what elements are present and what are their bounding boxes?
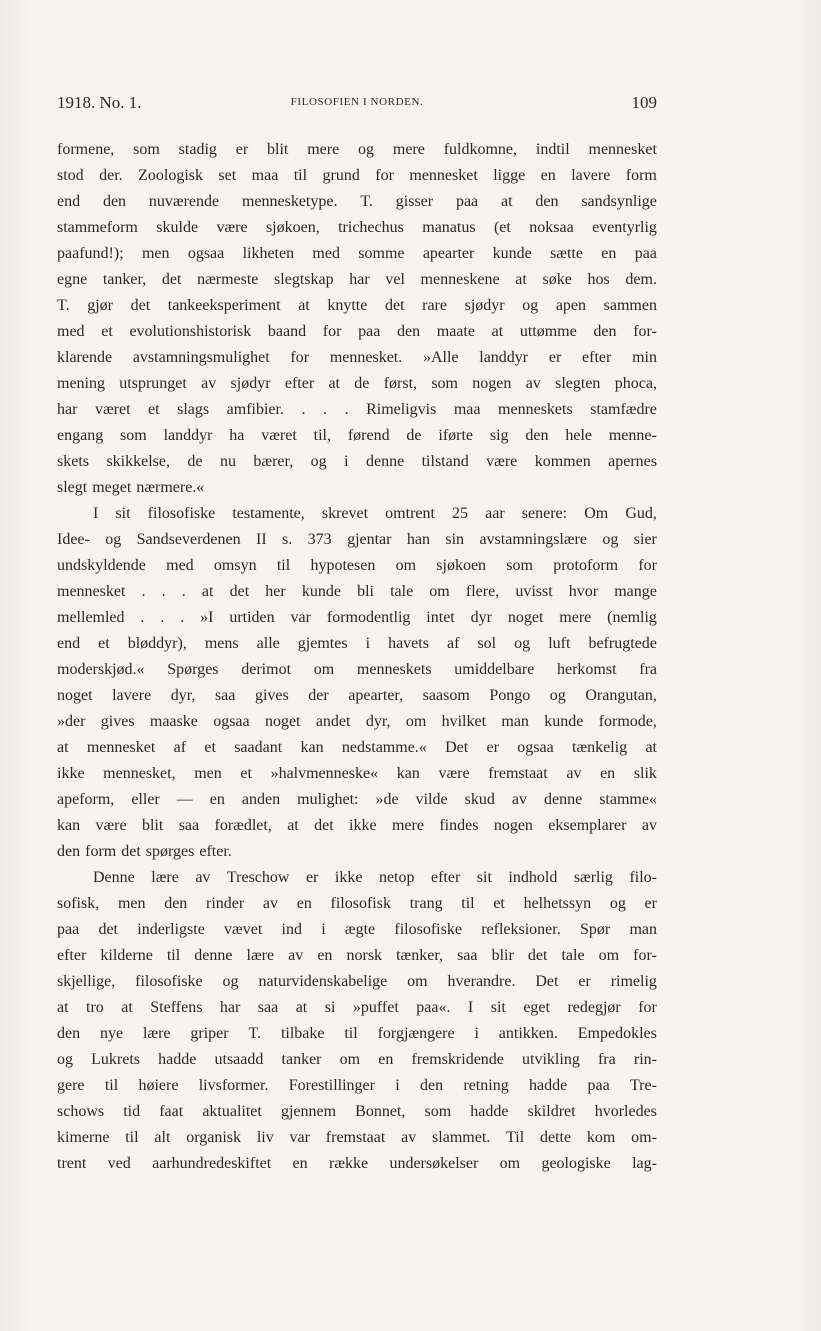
text-line: apeform, eller — en anden mulighet: »de vilde skud av denne stamme« — [57, 791, 657, 808]
text-line: sofisk, men den rinder av en filosofisk trang til et helhetssyn og er — [57, 895, 657, 912]
text-line: Idee- og Sandseverdenen II s. 373 gjentar han sin avstamningslære og sier — [57, 531, 657, 548]
text-line: stod der. Zoologisk set maa til grund for mennesket ligge en lavere form — [57, 167, 657, 184]
text-line: T. gjør det tankeeksperiment at knytte det rare sjødyr og apen sammen — [57, 297, 657, 314]
text-line: med et evolutionshistorisk baand for paa den maate at uttømme den for- — [57, 323, 657, 340]
text-line: ikke mennesket, men et »halvmenneske« kan være fremstaat av en slik — [57, 765, 657, 782]
text-line: har været et slags amfibier. . . . Rimeligvis maa menneskets stamfædre — [57, 401, 657, 418]
text-line: end den nuværende mennesketype. T. gisser paa at den sandsynlige — [57, 193, 657, 210]
text-line: gere til høiere livsformer. Forestillinger i den retning hadde paa Tre- — [57, 1077, 657, 1094]
text-line: noget lavere dyr, saa gives der apearter, saasom Pongo og Orangutan, — [57, 687, 657, 704]
volume-number: 1918. No. 1. — [57, 93, 142, 112]
text-line: moderskjød.« Spørges derimot om menneskets umiddelbare herkomst fra — [57, 661, 657, 678]
text-line: trent ved aarhundredeskiftet en række undersøkelser om geologiske lag- — [57, 1155, 657, 1172]
text-line: egne tanker, det nærmeste slegtskap har vel menneskene at søke hos dem. — [57, 271, 657, 288]
running-header — [57, 93, 657, 117]
text-line: I sit filosofiske testamente, skrevet omtrent 25 aar senere: Om Gud, — [93, 505, 657, 522]
text-line: stammeform skulde være sjøkoen, trichechus manatus (et noksaa eventyrlig — [57, 219, 657, 236]
text-line: »der gives maaske ogsaa noget andet dyr, om hvilket man kunde formode, — [57, 713, 657, 730]
text-line: og Lukrets hadde utsaadd tanker om en fremskridende utvikling fra rin- — [57, 1051, 657, 1068]
text-line: paa det inderligste vævet ind i ægte filosofiske refleksioner. Spør man — [57, 921, 657, 938]
body-text — [57, 137, 657, 1177]
text-line: schows tid faat aktualitet gjennem Bonnet, som hadde skildret hvorledes — [57, 1103, 657, 1120]
text-line: den nye lære griper T. tilbake til forgjængere i antikken. Empedokles — [57, 1025, 657, 1042]
text-line: efter kilderne til denne lære av en norsk tænker, saa blir det tale om for- — [57, 947, 657, 964]
text-line: paafund!); men ogsaa likheten med somme apearter kunde sætte en paa — [57, 245, 657, 262]
text-line: undskyldende med omsyn til hypotesen om sjøkoen som protoform for — [57, 557, 657, 574]
text-line: mennesket . . . at det her kunde bli tale om flere, uvisst hvor mange — [57, 583, 657, 600]
text-line: mellemled . . . »I urtiden var formodentlig intet dyr noget mere (nemlig — [57, 609, 657, 626]
text-line: at tro at Steffens har saa at si »puffet paa«. I sit eget redegjør for — [57, 999, 657, 1016]
running-title: FILOSOFIEN I NORDEN. — [290, 96, 424, 108]
text-line: skets skikkelse, de nu bærer, og i denne tilstand være kommen apernes — [57, 453, 657, 470]
text-line: slegt meget nærmere.« — [57, 479, 205, 496]
text-line: den form det spørges efter. — [57, 843, 232, 860]
text-line: skjellige, filosofiske og naturvidenskabelige om hverandre. Det er rimelig — [57, 973, 657, 990]
text-line: formene, som stadig er blit mere og mere fuldkomne, indtil mennesket — [57, 141, 657, 158]
page-number: 109 — [631, 93, 657, 112]
text-line: kimerne til alt organisk liv var fremstaat av slammet. Til dette kom om- — [57, 1129, 657, 1146]
text-line: at mennesket af et saadant kan nedstamme.« Det er ogsaa tænkelig at — [57, 739, 657, 756]
text-line: kan være blit saa forædlet, at det ikke mere findes nogen eksemplarer av — [57, 817, 657, 834]
text-line: klarende avstamningsmulighet for mennesket. »Alle landdyr er efter min — [57, 349, 657, 366]
text-line: engang som landdyr ha været til, førend de iførte sig den hele menne- — [57, 427, 657, 444]
text-line: mening utsprunget av sjødyr efter at de først, som nogen av slegten phoca, — [57, 375, 657, 392]
text-line: end et bløddyr), mens alle gjemtes i havets af sol og luft befrugtede — [57, 635, 657, 652]
text-line: Denne lære av Treschow er ikke netop efter sit indhold særlig filo- — [93, 869, 657, 886]
